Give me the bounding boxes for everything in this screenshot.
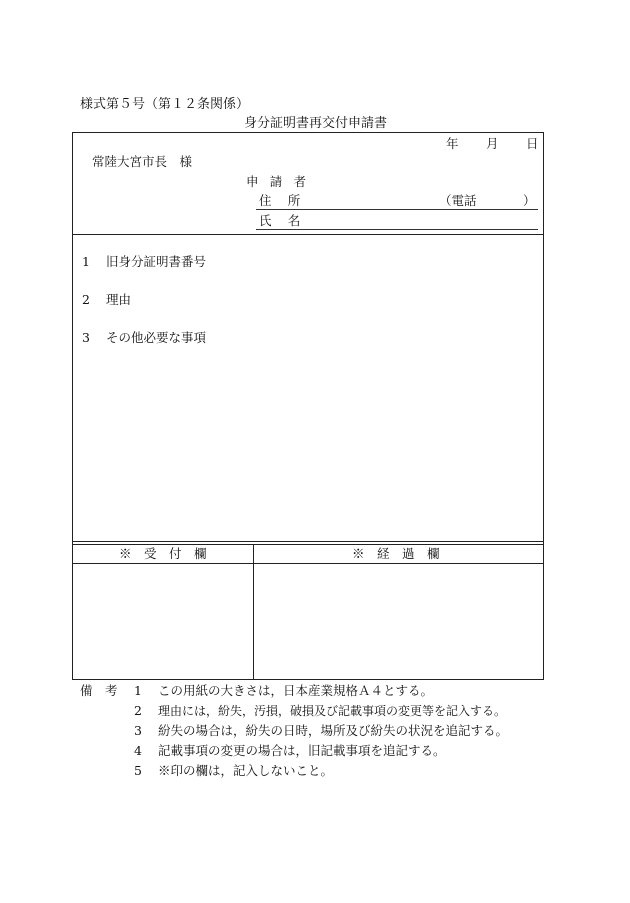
note-text: ※印の欄は，記入しないこと。 [158,763,334,778]
year-label: 年 [446,136,459,151]
day-label: 日 [526,136,539,151]
office-divider-bottom [72,544,544,545]
note-number: 3 [134,723,142,738]
phone-close: ） [523,193,536,208]
item-number: 1 [82,254,90,269]
name-underline [256,229,538,230]
form-number: 様式第５号（第１２条関係） [80,97,250,112]
address-label: 住所 [259,193,317,208]
notes-heading: 備 考 [80,683,118,698]
note-text: 理由には，紛失，汚損，破損及び記載事項の変更等を記入する。 [158,704,507,718]
reception-column-header: ※ 受 付 欄 [119,546,207,561]
office-header-divider [72,563,544,564]
addressee: 常陸大宮市長 様 [92,154,193,169]
progress-column-header: ※ 経 過 欄 [352,546,440,561]
name-label: 氏名 [259,213,317,228]
section-divider [72,234,544,235]
note-text: この用紙の大きさは，日本産業規格Ａ４とする。 [158,683,434,698]
office-column-divider [253,544,254,680]
item-label: その他必要な事項 [106,330,207,345]
item-label: 理由 [106,292,132,307]
item-number: 3 [82,330,90,345]
month-label: 月 [486,136,499,151]
form-title: 身分証明書再交付申請書 [244,116,388,131]
note-number: 4 [134,743,142,758]
note-number: 5 [134,763,142,778]
applicant-label: 申請者 [246,174,318,189]
note-number: 1 [134,683,142,698]
address-underline [256,209,538,210]
office-divider-top [72,541,544,542]
phone-open: （電話 [439,193,477,208]
note-text: 記載事項の変更の場合は，旧記載事項を追記する。 [158,743,446,758]
note-text: 紛失の場合は，紛失の日時，場所及び紛失の状況を追記する。 [158,723,509,738]
note-number: 2 [134,703,142,718]
item-number: 2 [82,292,90,307]
item-label: 旧身分証明書番号 [106,254,207,269]
